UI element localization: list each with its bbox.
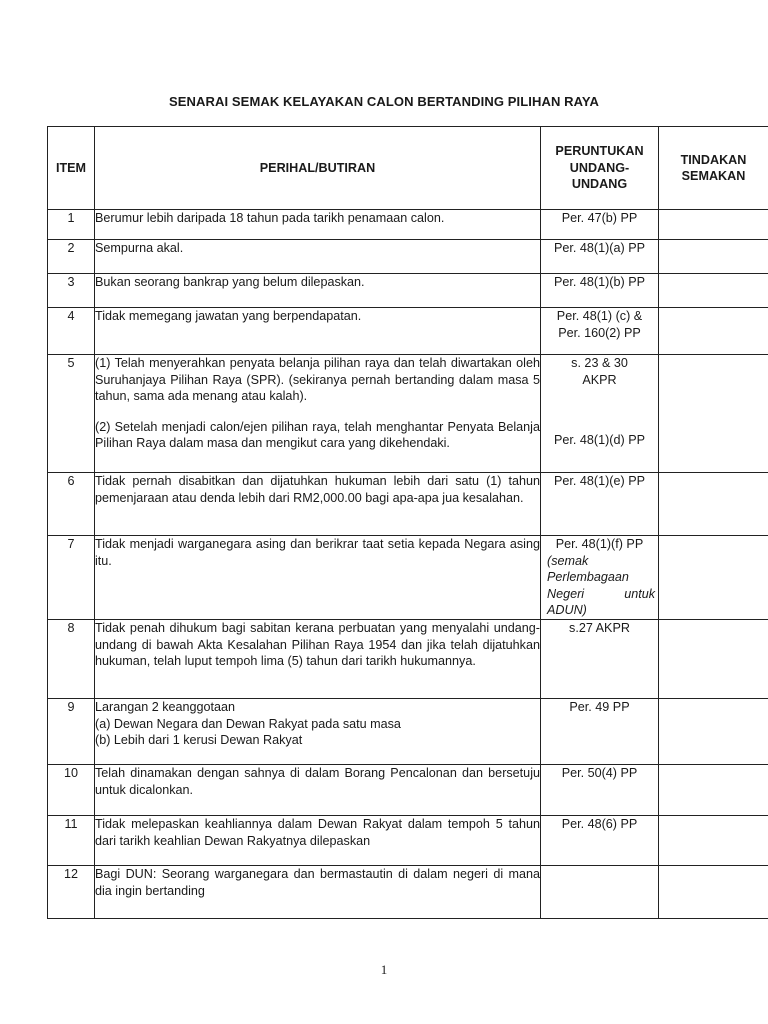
description-line: Larangan 2 keanggotaan <box>95 700 236 714</box>
item-description <box>95 308 541 355</box>
header-tindakan <box>659 127 768 210</box>
table-row <box>48 355 768 473</box>
table-row <box>48 866 768 919</box>
item-description <box>95 699 541 765</box>
description-paragraph: (2) Setelah menjadi calon/ejen pilihan raya, telah menghantar Penyata Belanja Pilihan Raya dalam masa dan mengikut cara yang dikehendaki. <box>95 419 540 450</box>
law-reference <box>541 816 659 866</box>
table-header-row <box>48 127 768 210</box>
header-tindakan-line: TINDAKAN <box>680 152 747 167</box>
item-number: 9 <box>48 699 95 765</box>
header-peruntukan <box>541 127 659 210</box>
law-note: ADUN) <box>547 603 587 617</box>
law-line: Per. 50(4) PP <box>561 766 638 780</box>
description-line: (a) Dewan Negara dan Dewan Rakyat pada satu masa <box>95 716 401 731</box>
item-number: 10 <box>48 765 95 816</box>
table-row <box>48 816 768 866</box>
law-line: Per. 48(1)(f) PP <box>555 537 644 551</box>
item-number: 7 <box>48 536 95 620</box>
description-line: Sempurna akal. <box>95 241 184 255</box>
law-reference <box>541 765 659 816</box>
item-number: 11 <box>48 816 95 866</box>
table-row <box>48 240 768 274</box>
law-line: Per. 49 PP <box>569 700 630 714</box>
table-row <box>48 536 768 620</box>
law-note: (semak <box>547 553 589 568</box>
table-row <box>48 620 768 699</box>
law-reference <box>541 473 659 536</box>
check-action-cell[interactable] <box>659 765 768 816</box>
law-line: Per. 48(1)(b) PP <box>554 275 645 289</box>
table-row <box>48 699 768 765</box>
law-line: AKPR <box>582 372 617 387</box>
law-reference <box>541 308 659 355</box>
item-description <box>95 274 541 308</box>
check-action-cell[interactable] <box>659 240 768 274</box>
item-number: 12 <box>48 866 95 919</box>
description-paragraph: (1) Telah menyerahkan penyata belanja pilihan raya dan telah diwartakan oleh Suruhanjaya Pilihan Raya (SPR). (sekiranya pernah bertanding dalam masa 5 tahun, sama ada menang atau kalah). <box>95 356 540 403</box>
description-line: Tidak memegang jawatan yang berpendapatan. <box>95 309 362 323</box>
check-action-cell[interactable] <box>659 473 768 536</box>
header-peruntukan-line: PERUNTUKAN <box>555 144 644 159</box>
checklist-table <box>47 126 768 919</box>
law-note: Negeri untuk <box>547 586 655 601</box>
law-line: Per. 160(2) PP <box>558 325 641 340</box>
item-description <box>95 240 541 274</box>
check-action-cell[interactable] <box>659 274 768 308</box>
description-line: Berumur lebih daripada 18 tahun pada tarikh penamaan calon. <box>95 211 445 225</box>
table-row <box>48 210 768 240</box>
item-number: 5 <box>48 355 95 473</box>
item-description <box>95 355 541 473</box>
page-title: SENARAI SEMAK KELAYAKAN CALON BERTANDING PILIHAN RAYA <box>168 94 599 109</box>
check-action-cell[interactable] <box>659 308 768 355</box>
header-item: ITEM <box>48 127 95 210</box>
law-line: Per. 47(b) PP <box>561 211 638 225</box>
item-description: Tidak menjadi warganegara asing dan berikrar taat setia kepada Negara asing itu. <box>95 536 541 620</box>
item-description: Tidak pernah disabitkan dan dijatuhkan hukuman lebih dari satu (1) tahun pemenjaraan atau denda lebih dari RM2,000.00 bagi apa-apa jua kesalahan. <box>95 473 541 536</box>
check-action-cell[interactable] <box>659 355 768 473</box>
law-reference <box>541 355 659 473</box>
law-reference <box>541 620 659 699</box>
law-line: Per. 48(1)(e) PP <box>554 474 645 488</box>
law-line: Per. 48(1)(d) PP <box>554 433 645 447</box>
item-number: 4 <box>48 308 95 355</box>
law-reference <box>541 274 659 308</box>
law-line: Per. 48(1) (c) & <box>556 309 643 323</box>
item-description: Bagi DUN: Seorang warganegara dan bermastautin di dalam negeri di mana dia ingin bertanding <box>95 866 541 919</box>
check-action-cell[interactable] <box>659 620 768 699</box>
header-peruntukan-line: UNDANG <box>571 177 628 192</box>
header-perihal: PERIHAL/BUTIRAN <box>95 127 541 210</box>
item-number: 1 <box>48 210 95 240</box>
law-note: Perlembagaan <box>547 570 629 584</box>
item-description: Tidak melepaskan keahliannya dalam Dewan Rakyat dalam tempoh 5 tahun dari tarikh keahlian Dewan Rakyatnya dilepaskan <box>95 816 541 866</box>
check-action-cell[interactable] <box>659 699 768 765</box>
description-line: Bukan seorang bankrap yang belum dilepaskan. <box>95 275 365 289</box>
law-reference <box>541 240 659 274</box>
item-number: 6 <box>48 473 95 536</box>
law-reference <box>541 866 659 919</box>
law-line: s. 23 & 30 <box>571 356 628 370</box>
item-number: 2 <box>48 240 95 274</box>
law-line: s.27 AKPR <box>569 621 630 635</box>
check-action-cell[interactable] <box>659 866 768 919</box>
check-action-cell[interactable] <box>659 210 768 240</box>
check-action-cell[interactable] <box>659 816 768 866</box>
table-row <box>48 274 768 308</box>
table-row <box>48 473 768 536</box>
law-reference <box>541 699 659 765</box>
table-row <box>48 765 768 816</box>
item-description <box>95 210 541 240</box>
table-row <box>48 308 768 355</box>
item-number: 8 <box>48 620 95 699</box>
law-line: Per. 48(1)(a) PP <box>554 241 645 255</box>
page-number: 1 <box>380 962 388 977</box>
check-action-cell[interactable] <box>659 536 768 620</box>
item-number: 3 <box>48 274 95 308</box>
header-peruntukan-line: UNDANG- <box>569 160 630 175</box>
law-reference <box>541 536 659 620</box>
header-tindakan-line: SEMAKAN <box>681 169 746 183</box>
item-description: Tidak penah dihukum bagi sabitan kerana perbuatan yang menyalahi undang-undang di bawah Akta Kesalahan Pilihan Raya 1954 dan jika telah dijatuhkan hukuman, telah luput tempoh lima (5) tahun dari tarikh hukumannya. <box>95 620 541 699</box>
description-line: (b) Lebih dari 1 kerusi Dewan Rakyat <box>95 733 303 747</box>
law-line: Per. 48(6) PP <box>561 817 638 831</box>
item-description: Telah dinamakan dengan sahnya di dalam Borang Pencalonan dan bersetuju untuk dicalonkan. <box>95 765 541 816</box>
law-reference <box>541 210 659 240</box>
